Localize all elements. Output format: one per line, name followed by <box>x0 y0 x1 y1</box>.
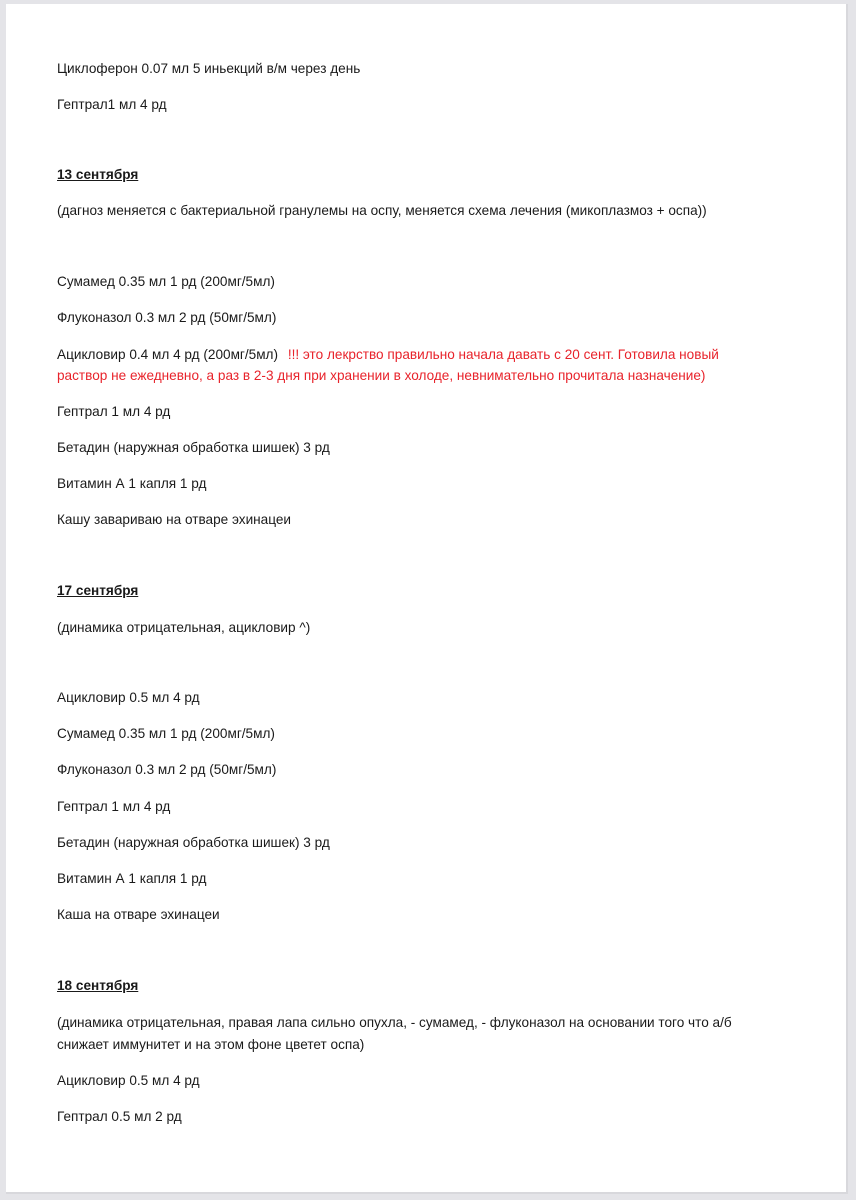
acyclovir-line <box>57 345 719 365</box>
text-line: Флуконазол 0.3 мл 2 рд (50мг/5мл) <box>57 762 277 777</box>
text-line: Циклоферон 0.07 мл 5 иньекций в/м через день <box>57 61 361 76</box>
note-17: (динамика отрицательная, ацикловир ^) <box>57 620 311 635</box>
text-line: Сумамед 0.35 мл 1 рд (200мг/5мл) <box>57 726 275 741</box>
text-line: Гептрал 0.5 мл 2 рд <box>57 1109 182 1124</box>
note-18: (динамика отрицательная, правая лапа сильно опухла, - сумамед, - флуконазол на основании того что а/б <box>57 1015 732 1030</box>
date-heading-17: 17 сентября <box>57 583 139 598</box>
text-line: Гептрал 1 мл 4 рд <box>57 404 171 419</box>
text-line: Кашу завариваю на отваре эхинацеи <box>57 512 292 527</box>
text-line: Бетадин (наружная обработка шишек) 3 рд <box>57 440 330 455</box>
note-13: (дагноз меняется с бактериальной гранулемы на оспу, меняется схема лечения (микоплазмоз + оспа)) <box>57 203 707 218</box>
warning-note-continued: раствор не ежедневно, а раз в 2-3 дня при хранении в холоде, невнимательно прочитала назначение) <box>57 368 706 383</box>
text-line: Ацикловир 0.5 мл 4 рд <box>57 690 200 705</box>
text-line: Витамин А 1 капля 1 рд <box>57 871 207 886</box>
text-line: Флуконазол 0.3 мл 2 рд (50мг/5мл) <box>57 310 277 325</box>
date-heading-13: 13 сентября <box>57 167 139 182</box>
text-line: Бетадин (наружная обработка шишек) 3 рд <box>57 835 330 850</box>
text-line: Сумамед 0.35 мл 1 рд (200мг/5мл) <box>57 274 275 289</box>
note-18-continued: снижает иммунитет и на этом фоне цветет оспа) <box>57 1037 365 1052</box>
acyclovir-dose: Ацикловир 0.4 мл 4 рд (200мг/5мл) <box>57 347 279 362</box>
date-heading-18: 18 сентября <box>57 978 139 993</box>
text-line: Гептрал 1 мл 4 рд <box>57 799 171 814</box>
text-line: Ацикловир 0.5 мл 4 рд <box>57 1073 200 1088</box>
text-line: Каша на отваре эхинацеи <box>57 907 220 922</box>
text-line: Витамин А 1 капля 1 рд <box>57 476 207 491</box>
warning-note: !!! это лекрство правильно начала давать с 20 сент. Готовила новый <box>287 347 719 362</box>
text-line: Гептрал1 мл 4 рд <box>57 97 167 112</box>
document-page <box>6 4 848 1194</box>
